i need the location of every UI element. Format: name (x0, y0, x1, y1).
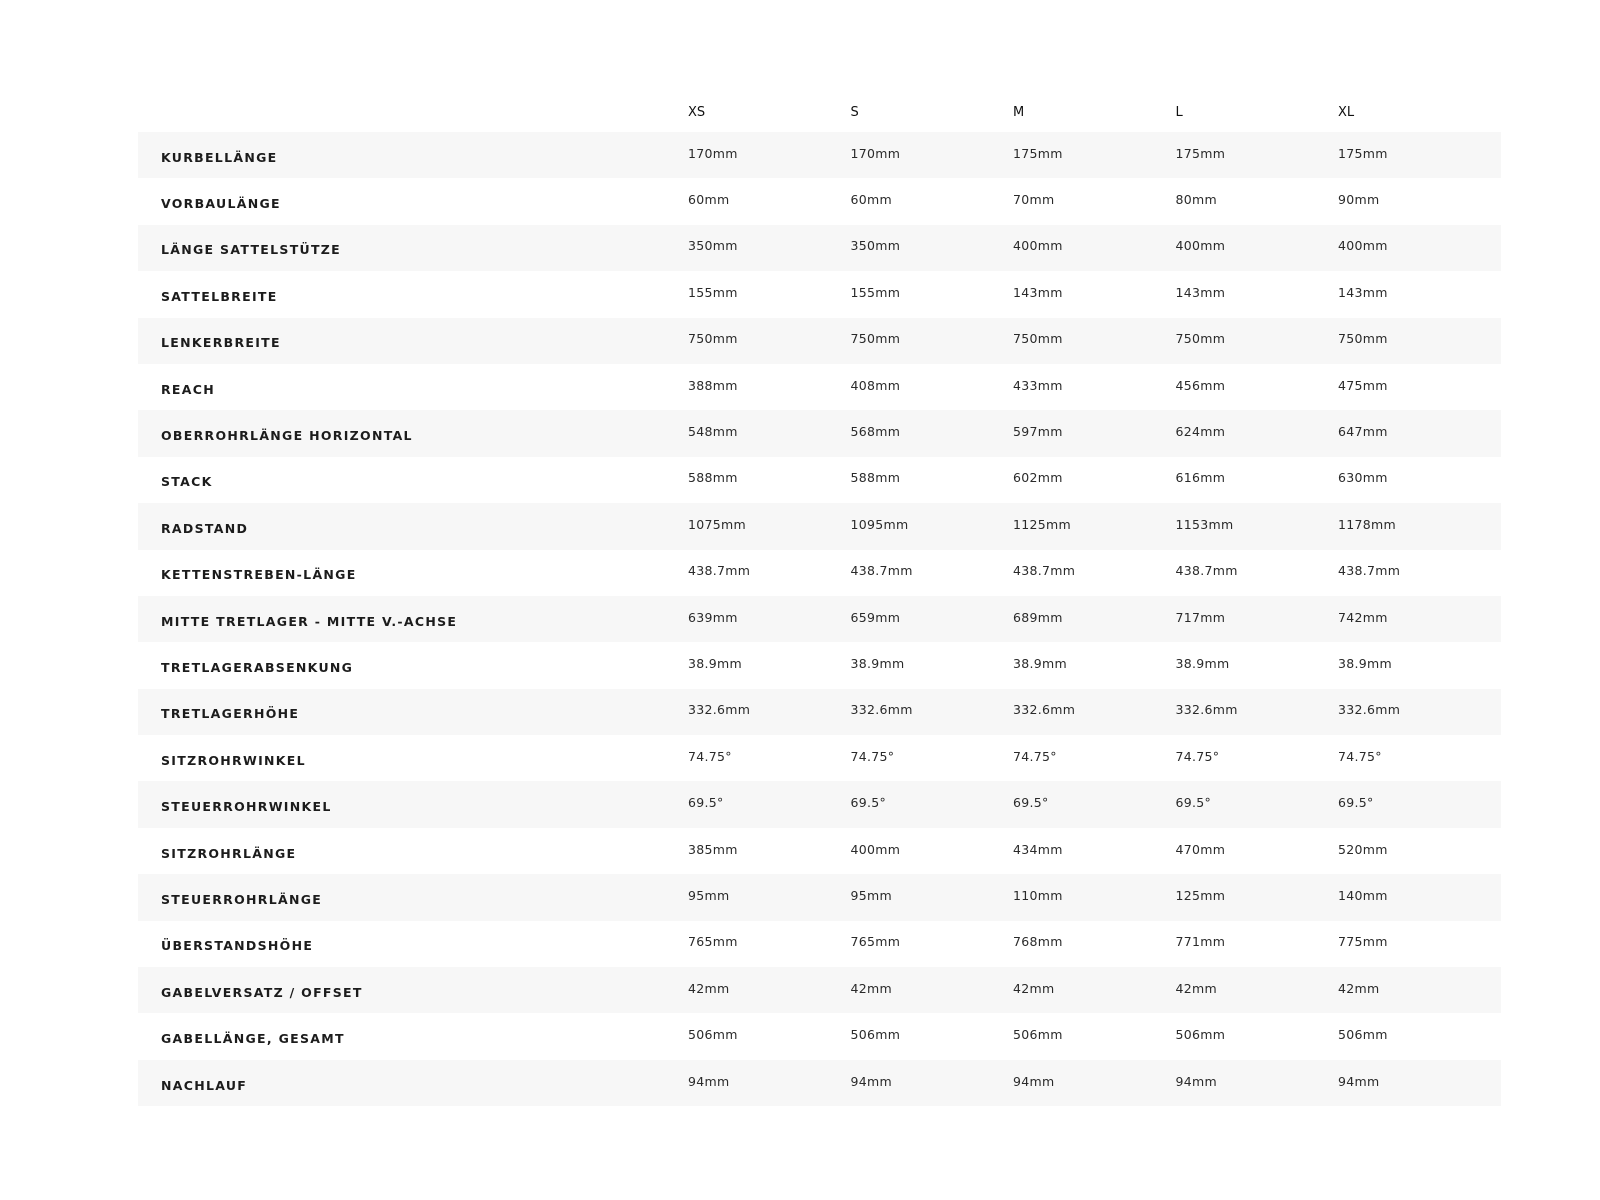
value-cell-s: 588mm (850, 470, 901, 486)
value-cell-xs: 350mm (688, 238, 738, 254)
value-cell-l: 771mm (1175, 934, 1226, 950)
row-label: MITTE TRETLAGER - MITTE V.-ACHSE (161, 613, 458, 629)
value-cell-m: 94mm (1013, 1073, 1055, 1089)
value-cell-xs: 155mm (688, 284, 738, 300)
value-cell-xs: 332.6mm (688, 702, 751, 718)
value-cell-xs: 765mm (688, 934, 738, 950)
value-cell-m: 143mm (1013, 284, 1063, 300)
table-row (138, 874, 1501, 920)
value-cell-xl: 42mm (1338, 980, 1380, 996)
value-cell-xl: 90mm (1338, 192, 1380, 208)
value-cell-s: 506mm (850, 1027, 901, 1043)
table-row (138, 689, 1501, 735)
table-row (138, 1060, 1501, 1106)
row-label: GABELLÄNGE, GESAMT (161, 1031, 345, 1047)
value-cell-m: 69.5° (1013, 795, 1049, 811)
value-cell-l: 506mm (1175, 1027, 1226, 1043)
value-cell-m: 332.6mm (1013, 702, 1076, 718)
row-label: LENKERBREITE (161, 335, 281, 351)
table-row (138, 225, 1501, 271)
value-cell-xs: 506mm (688, 1027, 738, 1043)
value-cell-l: 456mm (1175, 377, 1226, 393)
row-label: VORBAULÄNGE (161, 196, 281, 212)
value-cell-xl: 69.5° (1338, 795, 1374, 811)
header-label-spacer (138, 92, 688, 132)
value-cell-m: 74.75° (1013, 748, 1057, 764)
table-row (138, 735, 1501, 781)
value-cell-xl: 400mm (1338, 238, 1388, 254)
value-cell-xl: 475mm (1338, 377, 1388, 393)
row-label: REACH (161, 381, 215, 397)
value-cell-xl: 506mm (1338, 1027, 1388, 1043)
value-cell-s: 350mm (850, 238, 901, 254)
value-cell-l: 80mm (1175, 192, 1217, 208)
value-cell-xs: 38.9mm (688, 655, 742, 671)
value-cell-s: 155mm (850, 284, 901, 300)
row-label: ÜBERSTANDSHÖHE (161, 938, 314, 954)
value-cell-s: 438.7mm (850, 563, 913, 579)
value-cell-l: 1153mm (1175, 516, 1234, 532)
row-label: GABELVERSATZ / OFFSET (161, 984, 363, 1000)
value-cell-m: 438.7mm (1013, 563, 1076, 579)
geometry-table-container (138, 92, 1478, 1106)
table-row (138, 781, 1501, 827)
value-cell-s: 400mm (850, 841, 901, 857)
value-cell-l: 616mm (1175, 470, 1226, 486)
value-cell-xl: 175mm (1338, 145, 1388, 161)
table-row (138, 503, 1501, 549)
value-cell-s: 765mm (850, 934, 901, 950)
value-cell-l: 94mm (1175, 1073, 1217, 1089)
value-cell-xs: 438.7mm (688, 563, 751, 579)
row-label: KETTENSTREBEN-LÄNGE (161, 567, 357, 583)
value-cell-l: 175mm (1175, 145, 1226, 161)
value-cell-xl: 94mm (1338, 1073, 1380, 1089)
value-cell-s: 42mm (850, 980, 892, 996)
value-cell-m: 70mm (1013, 192, 1055, 208)
value-cell-xl: 775mm (1338, 934, 1388, 950)
value-cell-m: 597mm (1013, 424, 1063, 440)
value-cell-s: 170mm (850, 145, 901, 161)
table-row (138, 642, 1501, 688)
geometry-table (138, 92, 1501, 1106)
row-label: STACK (161, 474, 213, 490)
value-cell-xs: 548mm (688, 424, 738, 440)
value-cell-l: 38.9mm (1175, 655, 1230, 671)
value-cell-xs: 170mm (688, 145, 738, 161)
value-cell-m: 110mm (1013, 887, 1063, 903)
value-cell-xs: 69.5° (688, 795, 724, 811)
table-row (138, 364, 1501, 410)
value-cell-xl: 332.6mm (1338, 702, 1401, 718)
value-cell-xs: 388mm (688, 377, 738, 393)
value-cell-s: 69.5° (850, 795, 887, 811)
table-row (138, 457, 1501, 503)
table-row (138, 132, 1501, 178)
value-cell-l: 42mm (1175, 980, 1217, 996)
table-row (138, 921, 1501, 967)
table-row (138, 828, 1501, 874)
value-cell-m: 1125mm (1013, 516, 1071, 532)
size-header-s: S (850, 104, 859, 120)
value-cell-m: 400mm (1013, 238, 1063, 254)
row-label: TRETLAGERABSENKUNG (161, 659, 354, 675)
value-cell-m: 689mm (1013, 609, 1063, 625)
table-row (138, 967, 1501, 1013)
row-label: NACHLAUF (161, 1077, 248, 1093)
value-cell-xs: 1075mm (688, 516, 746, 532)
value-cell-xl: 742mm (1338, 609, 1388, 625)
value-cell-m: 750mm (1013, 331, 1063, 347)
row-label: OBERROHRLÄNGE HORIZONTAL (161, 428, 413, 444)
value-cell-xs: 60mm (688, 192, 730, 208)
value-cell-l: 332.6mm (1175, 702, 1238, 718)
value-cell-s: 38.9mm (850, 655, 905, 671)
table-row (138, 550, 1501, 596)
value-cell-m: 433mm (1013, 377, 1063, 393)
size-header-xl: XL (1338, 104, 1355, 120)
value-cell-m: 175mm (1013, 145, 1063, 161)
row-label: STEUERROHRLÄNGE (161, 891, 323, 907)
size-header-m: M (1013, 104, 1025, 120)
value-cell-s: 94mm (850, 1073, 892, 1089)
value-cell-xl: 750mm (1338, 331, 1388, 347)
value-cell-m: 506mm (1013, 1027, 1063, 1043)
value-cell-s: 60mm (850, 192, 892, 208)
row-label: RADSTAND (161, 520, 249, 536)
value-cell-xl: 647mm (1338, 424, 1388, 440)
value-cell-s: 95mm (850, 887, 892, 903)
value-cell-m: 38.9mm (1013, 655, 1067, 671)
value-cell-xs: 42mm (688, 980, 730, 996)
value-cell-m: 42mm (1013, 980, 1055, 996)
value-cell-xl: 38.9mm (1338, 655, 1392, 671)
value-cell-xs: 385mm (688, 841, 738, 857)
value-cell-xl: 140mm (1338, 887, 1388, 903)
table-row (138, 410, 1501, 456)
value-cell-l: 74.75° (1175, 748, 1220, 764)
row-label: SATTELBREITE (161, 288, 278, 304)
value-cell-s: 750mm (850, 331, 901, 347)
value-cell-s: 74.75° (850, 748, 895, 764)
value-cell-l: 69.5° (1175, 795, 1212, 811)
value-cell-xs: 95mm (688, 887, 730, 903)
value-cell-xl: 143mm (1338, 284, 1388, 300)
value-cell-l: 624mm (1175, 424, 1226, 440)
table-row (138, 178, 1501, 224)
value-cell-xl: 630mm (1338, 470, 1388, 486)
value-cell-l: 717mm (1175, 609, 1226, 625)
value-cell-xl: 438.7mm (1338, 563, 1401, 579)
row-label: KURBELLÄNGE (161, 149, 278, 165)
row-label: LÄNGE SATTELSTÜTZE (161, 242, 342, 258)
table-row (138, 596, 1501, 642)
value-cell-s: 332.6mm (850, 702, 913, 718)
row-label: SITZROHRWINKEL (161, 752, 306, 768)
value-cell-xs: 94mm (688, 1073, 730, 1089)
value-cell-l: 125mm (1175, 887, 1226, 903)
row-label: SITZROHRLÄNGE (161, 845, 297, 861)
table-row (138, 1013, 1501, 1059)
table-row (138, 271, 1501, 317)
value-cell-s: 568mm (850, 424, 901, 440)
table-row (138, 318, 1501, 364)
table-body (138, 132, 1501, 1106)
value-cell-m: 602mm (1013, 470, 1063, 486)
value-cell-l: 750mm (1175, 331, 1226, 347)
size-header-xs: XS (688, 104, 706, 120)
size-header-l: L (1175, 104, 1183, 120)
value-cell-xs: 750mm (688, 331, 738, 347)
value-cell-xl: 74.75° (1338, 748, 1382, 764)
value-cell-s: 408mm (850, 377, 901, 393)
row-label: TRETLAGERHÖHE (161, 706, 300, 722)
value-cell-l: 143mm (1175, 284, 1226, 300)
header-row (138, 92, 1501, 132)
value-cell-s: 659mm (850, 609, 901, 625)
value-cell-xl: 520mm (1338, 841, 1388, 857)
value-cell-s: 1095mm (850, 516, 909, 532)
value-cell-xl: 1178mm (1338, 516, 1396, 532)
value-cell-xs: 74.75° (688, 748, 732, 764)
value-cell-xs: 588mm (688, 470, 738, 486)
value-cell-l: 470mm (1175, 841, 1226, 857)
value-cell-l: 400mm (1175, 238, 1226, 254)
value-cell-xs: 639mm (688, 609, 738, 625)
table-header (138, 92, 1501, 132)
value-cell-m: 768mm (1013, 934, 1063, 950)
value-cell-m: 434mm (1013, 841, 1063, 857)
row-label: STEUERROHRWINKEL (161, 799, 332, 815)
value-cell-l: 438.7mm (1175, 563, 1238, 579)
